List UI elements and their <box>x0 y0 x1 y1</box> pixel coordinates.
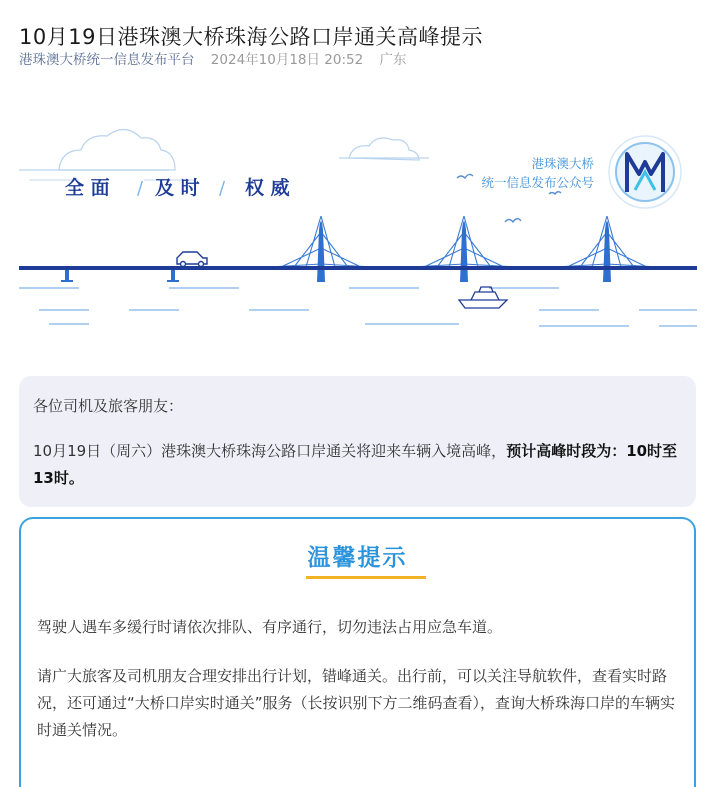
tips-title: 温馨提示 <box>307 545 408 571</box>
tips-body <box>37 614 683 766</box>
tips-card <box>19 517 696 787</box>
notice-greeting: 各位司机及旅客朋友： <box>33 397 184 415</box>
notice-peak-time: 预计高峰时段为：10时至13时。 <box>33 442 678 487</box>
tips-title-underline <box>306 576 426 579</box>
svg-text:/: / <box>219 178 226 199</box>
article-title: 10月19日港珠澳大桥珠海公路口岸通关高峰提示 <box>19 25 483 50</box>
slogan-text-1: 全 面 <box>65 177 110 199</box>
article-meta <box>19 50 407 70</box>
tips-paragraph-2: 请广大旅客及司机朋友合理安排出行计划，错峰通关。出行前，可以关注导航软件，查看实时路况，还可通过“大桥口岸实时通关”服务（长按识别下方二维码查看），查询大桥珠海口岸的车辆实时通关情况。 <box>37 667 676 739</box>
slogan-text-3: 权 威 <box>245 177 290 199</box>
tips-paragraph-1: 驾驶人遇车多缓行时请依次排队、有序通行，切勿违法占用应急车道。 <box>37 618 503 636</box>
bridge-illustration <box>19 112 697 352</box>
banner-image <box>19 112 697 352</box>
notice-paragraph <box>33 438 680 492</box>
logo-text-line1: 港珠澳大桥 <box>531 156 594 171</box>
publish-time: 2024年10月18日 20:52 <box>210 52 364 68</box>
notice-card <box>19 376 696 507</box>
logo-text-line2: 统一信息发布公众号 <box>481 175 594 190</box>
notice-text: 10月19日（周六）港珠澳大桥珠海公路口岸通关将迎来车辆入境高峰， <box>33 442 507 460</box>
car-icon <box>177 252 207 267</box>
cloud-icon <box>59 129 419 170</box>
account-name-link[interactable]: 港珠澳大桥统一信息发布平台 <box>19 52 195 68</box>
publish-region: 广东 <box>379 52 407 68</box>
svg-text:/: / <box>137 178 144 199</box>
logo-icon <box>609 136 681 208</box>
slogan-text-2: 及 时 <box>155 177 200 199</box>
ship-icon <box>459 287 507 308</box>
